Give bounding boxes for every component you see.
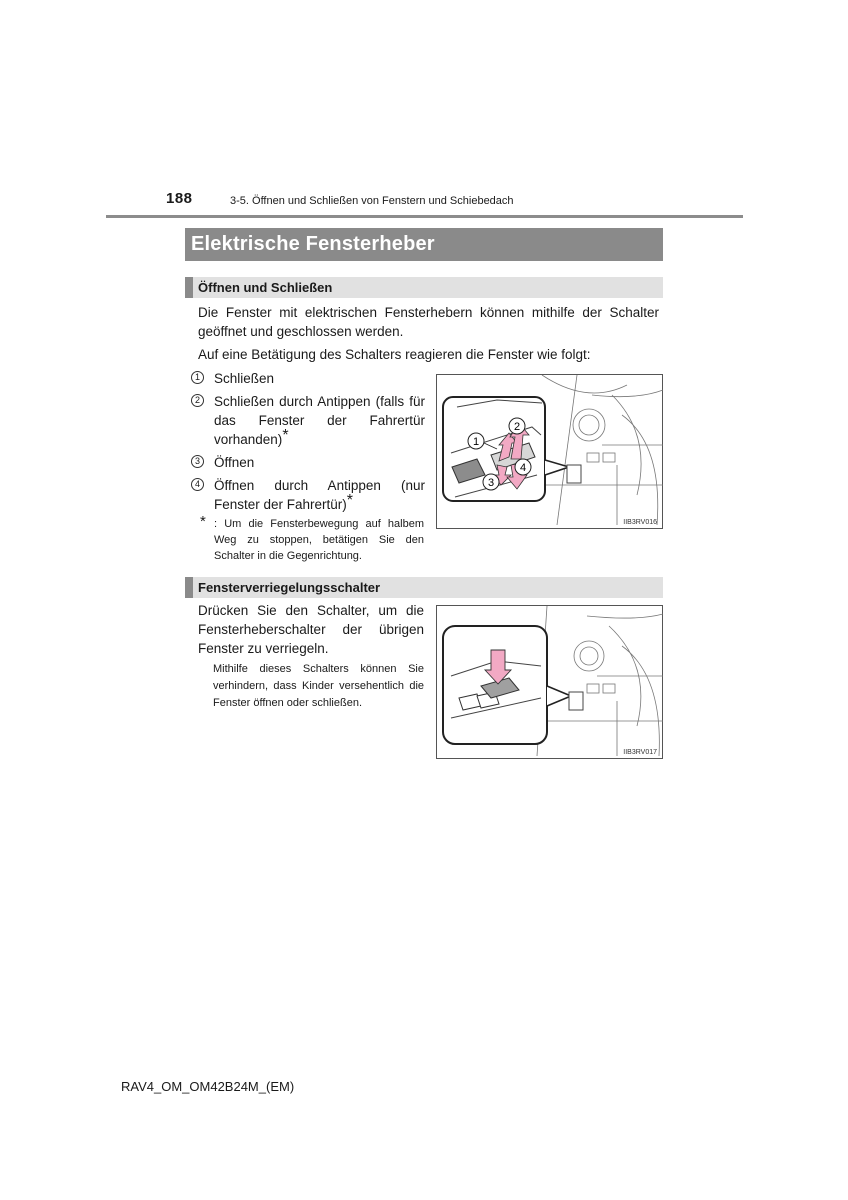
lock-switch-note: Mithilfe dieses Schalters können Sie verhindern, dass Kinder versehentlich die Fenster öffnen oder schließen. [213, 663, 424, 709]
window-switch-figure [436, 374, 663, 529]
window-lock-figure [436, 605, 663, 759]
callout-3: 3 [487, 477, 495, 489]
header-rule [106, 215, 743, 218]
list-item-text: Schließen durch Antippen (falls für das Fenster der Fahrertür vorhanden) [214, 394, 425, 447]
figure-code: IIB3RV016 [623, 519, 657, 526]
subsection-heading-lock-switch: Fensterverriegelungsschalter [185, 577, 663, 598]
footnote [200, 513, 424, 564]
lock-switch-paragraph: Drücken Sie den Schalter, um die Fensterheberschalter der übrigen Fenster zu verriegeln. [198, 603, 424, 656]
window-switch-illustration [437, 375, 664, 530]
section-title: Elektrische Fensterheber [185, 228, 663, 261]
number-badge: 1 [191, 371, 204, 384]
number-badge: 2 [191, 394, 204, 407]
list-item [191, 369, 425, 388]
callout-1: 1 [472, 436, 480, 448]
intro-paragraph: Die Fenster mit elektrischen Fensterhebern können mithilfe der Schalter geöffnet und geschlossen werden. [198, 305, 659, 339]
asterisk-mark: * [346, 492, 354, 509]
list-item [191, 453, 425, 472]
chapter-title: 3-5. Öffnen und Schließen von Fenstern und Schiebedach [230, 195, 514, 207]
footer-code: RAV4_OM_OM42B24M_(EM) [121, 1079, 295, 1094]
number-badge: 4 [191, 478, 204, 491]
page-number: 188 [166, 190, 193, 207]
window-action-list [191, 369, 425, 518]
list-item-text: Schließen [214, 371, 275, 386]
list-item-text: Öffnen [214, 455, 255, 470]
subsection-heading-open-close: Öffnen und Schließen [185, 277, 663, 298]
number-badge: 3 [191, 455, 204, 468]
window-lock-illustration [437, 606, 664, 760]
footnote-asterisk: * [200, 513, 206, 530]
footnote-text: : Um die Fensterbewegung auf halbem Weg zu stoppen, betätigen Sie den Schalter in die Gegenrichtung. [214, 518, 424, 562]
list-item-text: Öffnen durch Antippen (nur Fenster der Fahrertür) [214, 478, 425, 512]
asterisk-mark: * [282, 427, 289, 444]
reaction-paragraph: Auf eine Betätigung des Schalters reagieren die Fenster wie folgt: [198, 347, 591, 362]
callout-4: 4 [519, 462, 527, 474]
figure-code: IIB3RV017 [623, 749, 657, 756]
list-item [191, 476, 425, 514]
callout-2: 2 [513, 421, 521, 433]
list-item [191, 392, 425, 449]
